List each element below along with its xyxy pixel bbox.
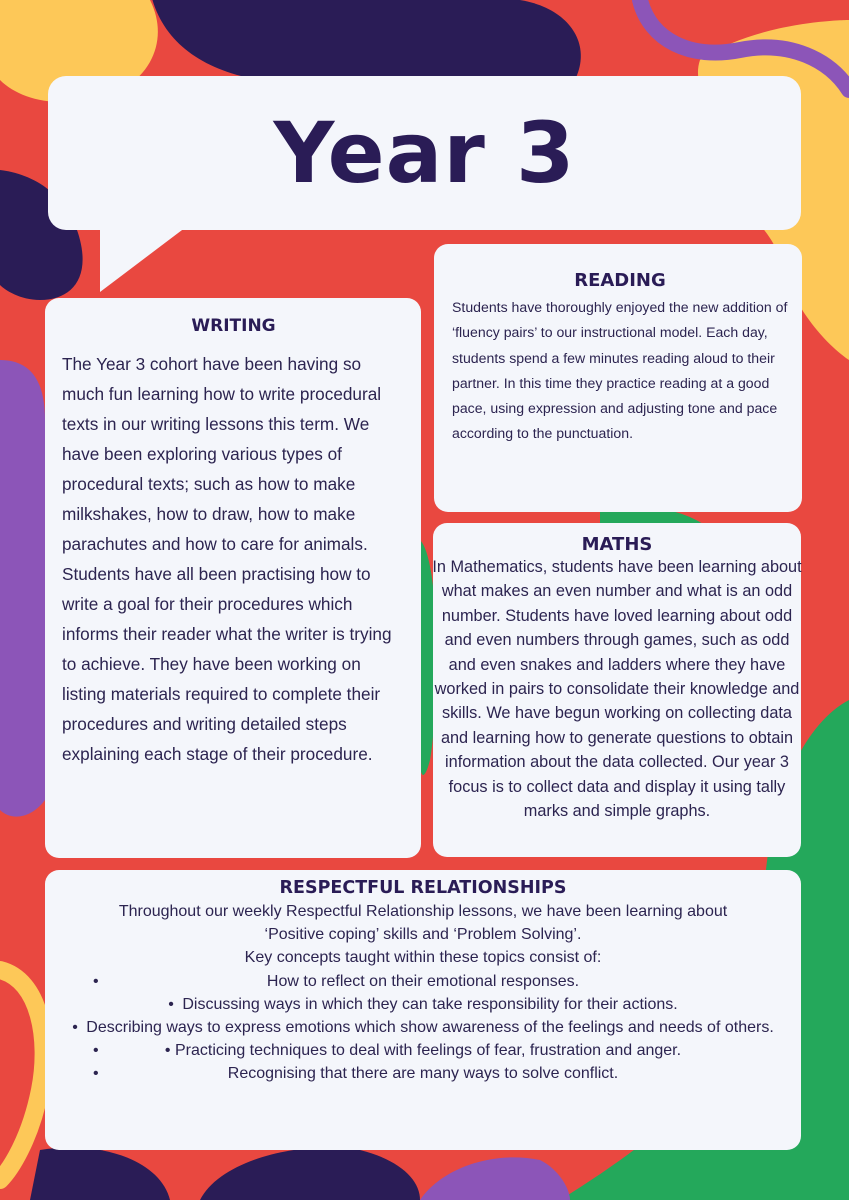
- list-item-text: Discussing ways in which they can take responsibility for their actions.: [182, 995, 678, 1013]
- rr-intro-line: ‘Positive coping’ skills and ‘Problem Solving’.: [264, 926, 582, 944]
- rr-intro-line: Throughout our weekly Respectful Relationship lessons, we have been learning about: [118, 903, 728, 920]
- maths-body: In Mathematics, students have been learning about what makes an even number and what is an odd number. Students have loved learning about odd and even numbers through games, such as odd and even snakes and ladders where they have worked in pairs to consolidate their knowledge and skills. We have begun working on collecting data and learning how to generate questions to obtain information about the data collected. Our year 3 focus is to collect data and display it using tally marks and simple graphs.: [432, 558, 802, 821]
- list-item-text: [165, 1042, 681, 1059]
- writing-body: [62, 349, 405, 769]
- purple-blob-left: [0, 360, 45, 817]
- list-item: [69, 1039, 777, 1062]
- bullet-icon: •: [72, 1019, 78, 1037]
- bullet-icon: •: [93, 1042, 99, 1060]
- list-item: [69, 1062, 777, 1085]
- list-item-text: Practicing techniques to deal with feelings of fear, frustration and anger.: [174, 1042, 682, 1060]
- bullet-icon: •: [164, 1042, 171, 1060]
- bullet-icon: •: [168, 995, 174, 1013]
- writing-paragraph: The Year 3 cohort have been having so much fun learning how to write procedural texts in our writing lessons this term. We have been exploring various types of procedural texts; such as how to make milkshakes, how to draw, how to make parachutes and how to care for animals.: [62, 354, 382, 554]
- bullet-icon: •: [93, 1065, 99, 1083]
- writing-heading: WRITING: [191, 316, 276, 336]
- writing-paragraph: Students have all been practising how to write a goal for their procedures which informs their reader what the writer is trying to achieve. They have been working on listing materials required to complete their procedures and writing detailed steps explaining each stage of their procedure.: [62, 564, 392, 764]
- respectful-relationships-section: [45, 870, 801, 1150]
- list-item: [69, 1016, 777, 1039]
- key-concepts-list: [69, 970, 777, 1086]
- maths-section: [433, 523, 801, 857]
- list-item-text: How to reflect on their emotional responses.: [266, 972, 580, 990]
- list-item-text: Recognising that there are many ways to solve conflict.: [227, 1065, 619, 1083]
- list-item: [69, 993, 777, 1016]
- respectful-relationships-heading: RESPECTFUL RELATIONSHIPS: [279, 878, 567, 898]
- list-item: [69, 970, 777, 993]
- writing-section: [45, 298, 421, 858]
- rr-intro-line: Key concepts taught within these topics consist of:: [244, 949, 602, 967]
- reading-heading: READING: [574, 270, 666, 291]
- title-banner: [48, 76, 801, 230]
- maths-heading: MATHS: [581, 534, 653, 555]
- page-title: Year 3: [273, 104, 576, 202]
- list-item-text: Describing ways to express emotions which show awareness of the feelings and needs of others.: [86, 1019, 774, 1037]
- reading-body: Students have thoroughly enjoyed the new addition of ‘fluency pairs’ to our instructional model. Each day, students spend a few minutes reading aloud to their partner. In this time they practice reading at a good pace, using expression and adjusting tone and pace according to the punctuation.: [452, 299, 788, 442]
- bullet-icon: •: [93, 972, 99, 990]
- reading-section: [434, 244, 802, 512]
